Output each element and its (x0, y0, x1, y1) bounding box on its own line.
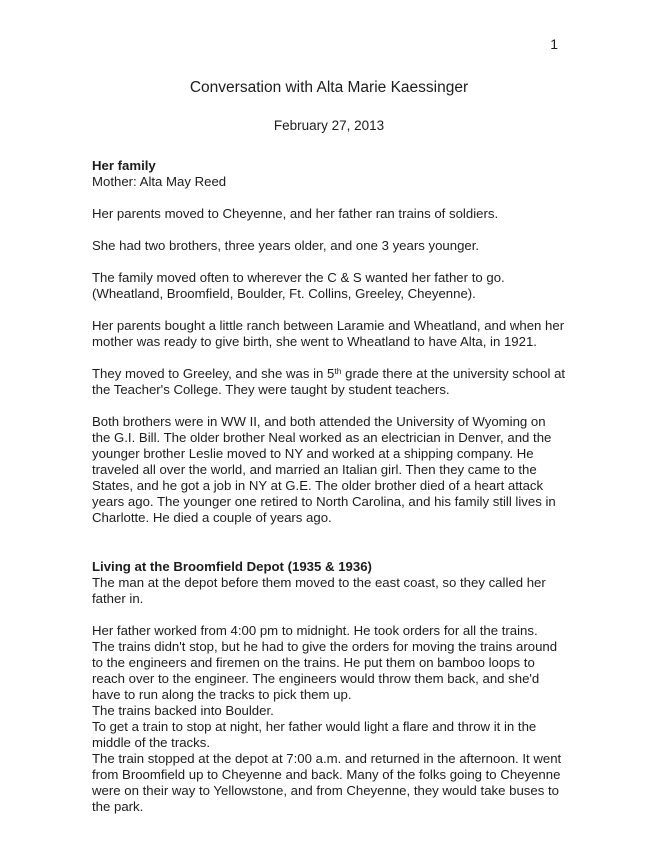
paragraph-line (92, 366, 572, 382)
paragraph-line: Both brothers were in WW II, and both attended the University of Wyoming on (92, 414, 546, 429)
paragraph-line: were on their way to Yellowstone, and from Cheyenne, they would take buses to (92, 783, 559, 798)
paragraph-line: father in. (92, 591, 144, 606)
paragraph-father-work (92, 623, 572, 815)
mother-line: Mother: Alta May Reed (92, 174, 227, 189)
paragraph-parents-moved: Her parents moved to Cheyenne, and her father ran trains of soldiers. (92, 206, 499, 221)
paragraph-line: years ago. The younger one retired to North Carolina, and his family still lives in (92, 494, 556, 509)
paragraph-line: mother was ready to give birth, she went to Wheatland to have Alta, in 1921. (92, 334, 537, 349)
paragraph-line: (Wheatland, Broomfield, Boulder, Ft. Collins, Greeley, Cheyenne). (92, 286, 476, 301)
superscript: th (334, 366, 342, 376)
document-body (92, 158, 572, 815)
paragraph-brothers: She had two brothers, three years older, and one 3 years younger. (92, 238, 480, 253)
paragraph-line: middle of the tracks. (92, 735, 211, 750)
paragraph-line: Her father worked from 4:00 pm to midnight. He took orders for all the trains. (92, 623, 538, 638)
paragraph-line: Her parents bought a little ranch between Laramie and Wheatland, and when her (92, 318, 565, 333)
section-heading-her-family: Her family (92, 158, 156, 173)
section-broomfield-depot (92, 559, 572, 815)
paragraph-line: The train stopped at the depot at 7:00 a.m. and returned in the afternoon. It went (92, 751, 562, 766)
paragraph-ranch (92, 318, 572, 350)
paragraph-line: traveled all over the world, and married an Italian girl. Then they came to the (92, 462, 537, 477)
paragraph-line: younger brother Leslie moved to NY and worked at a shipping company. He (92, 446, 534, 461)
paragraph-line: The trains didn't stop, but he had to give the orders for moving the trains around (92, 639, 558, 654)
paragraph-line: the G.I. Bill. The older brother Neal worked as an electrician in Denver, and the (92, 430, 552, 445)
paragraph-depot-man (92, 575, 572, 607)
text-run: They moved to Greeley, and she was in 5 (92, 366, 335, 381)
paragraph-line: To get a train to stop at night, her father would light a flare and throw it in the (92, 719, 537, 734)
paragraph-brothers-ww2 (92, 414, 572, 526)
section-her-family (92, 158, 572, 526)
paragraph-family-moved (92, 270, 572, 302)
paragraph-line: The family moved often to wherever the C & S wanted her father to go. (92, 270, 505, 285)
page-number: 1 (550, 36, 558, 52)
text-run: grade there at the university school at (341, 366, 566, 381)
paragraph-line: the park. (92, 799, 144, 814)
paragraph-line: from Broomfield up to Cheyenne and back. Many of the folks going to Cheyenne (92, 767, 561, 782)
paragraph-line: States, and he got a job in NY at G.E. The older brother died of a heart attack (92, 478, 544, 493)
paragraph-line: reach over to the engineer. The engineers would throw them back, and she'd (92, 671, 540, 686)
section-heading-broomfield-depot: Living at the Broomfield Depot (1935 & 1936) (92, 559, 372, 574)
paragraph-line: The trains backed into Boulder. (92, 703, 274, 718)
paragraph-line: the Teacher's College. They were taught by student teachers. (92, 382, 450, 397)
document-title: Conversation with Alta Marie Kaessinger (189, 79, 469, 96)
paragraph-line: The man at the depot before them moved to the east coast, so they called her (92, 575, 546, 590)
paragraph-line: have to run along the tracks to pick them up. (92, 687, 352, 702)
paragraph-greeley (92, 366, 572, 398)
document-date: February 27, 2013 (273, 118, 385, 133)
paragraph-line: Charlotte. He died a couple of years ago. (92, 510, 332, 525)
paragraph-line: to the engineers and firemen on the trains. He put them on bamboo loops to (92, 655, 535, 670)
